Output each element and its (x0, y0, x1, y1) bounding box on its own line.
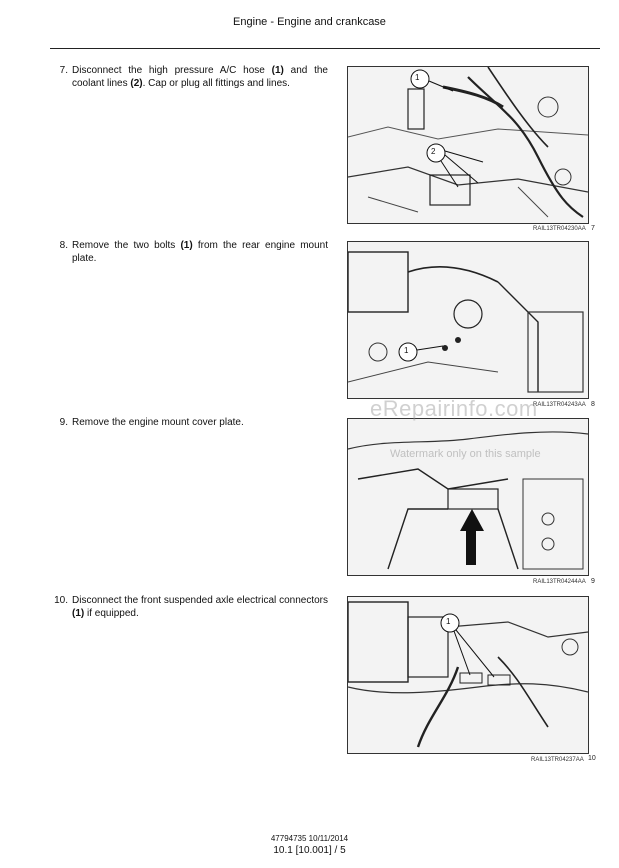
callout-1: 1 (446, 617, 451, 626)
figure-8-illustration (347, 241, 589, 399)
step-7 (52, 64, 332, 94)
figure-10-illustration (347, 596, 589, 754)
step-number: 10. (54, 595, 68, 606)
figure-7-number: 7 (591, 225, 595, 232)
figure-7-caption: RAIL13TR04230AA (533, 226, 586, 232)
callout-1: 1 (404, 346, 409, 355)
figure-9-number: 9 (591, 578, 595, 585)
page-header-title: Engine - Engine and crankcase (233, 16, 386, 28)
header-divider (50, 48, 600, 49)
step-text: Remove the two bolts (1) from the rear engine mount plate. (72, 240, 329, 264)
figure-9-illustration (347, 418, 589, 576)
watermark-subtext: Watermark only on this sample (390, 448, 541, 460)
figure-8-caption: RAIL13TR04243AA (533, 402, 586, 408)
figure-9-caption: RAIL13TR04244AA (533, 579, 586, 585)
step-9 (52, 416, 332, 432)
step-8 (52, 239, 332, 269)
step-text: Remove the engine mount cover plate. (72, 417, 244, 428)
figure-10-caption: RAIL13TR04237AA (531, 757, 584, 763)
step-text: Disconnect the front suspended axle electrical connectors (1) if equipped. (72, 595, 328, 619)
step-text: Disconnect the high pressure A/C hose (1) and the coolant lines (2). Cap or plug all fittings and lines. (72, 65, 328, 89)
callout-1: 1 (415, 73, 420, 82)
watermark-logo-text: eRepairinfo.com (370, 396, 538, 421)
figure-10-number: 10 (588, 755, 596, 762)
figure-7-illustration (347, 66, 589, 224)
figure-8-number: 8 (591, 401, 595, 408)
footer-page-number: 10.1 [10.001] / 5 (273, 845, 346, 856)
callout-2: 2 (431, 147, 436, 156)
footer-document-reference: 47794735 10/11/2014 (270, 834, 349, 843)
step-10 (52, 594, 332, 624)
step-number: 9. (59, 417, 68, 428)
step-number: 8. (59, 240, 68, 251)
step-number: 7. (59, 65, 68, 76)
